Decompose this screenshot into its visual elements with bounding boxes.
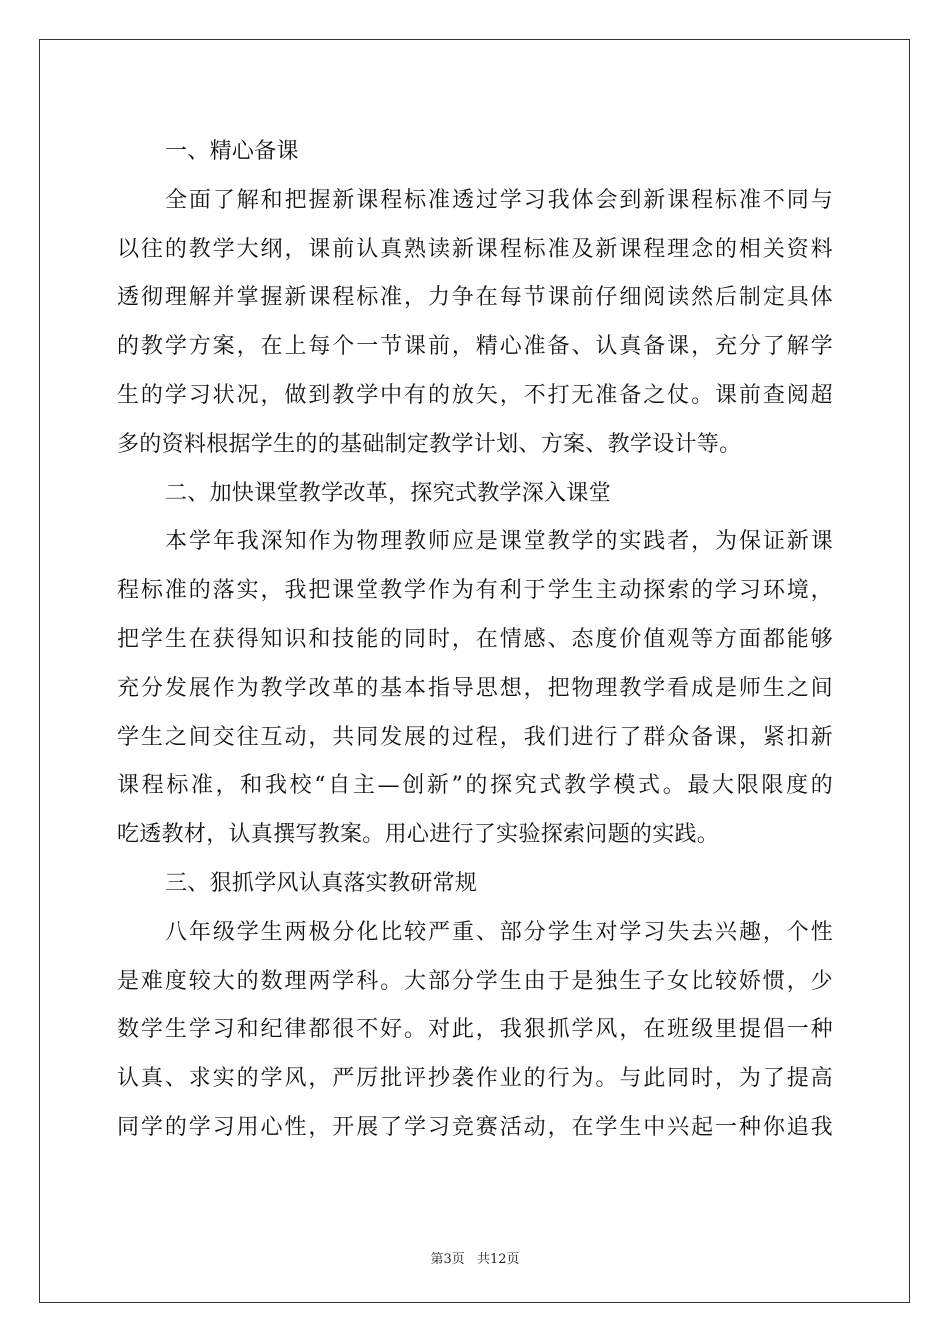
document-body xyxy=(117,128,833,1153)
paragraph-line: 是难度较大的数理两学科。大部分学生由于是独生子女比较娇惯，少 xyxy=(117,968,833,994)
paragraph-line: 的教学方案，在上每个一节课前，精心准备、认真备课，充分了解学 xyxy=(117,334,833,360)
total-page-count: 共12页 xyxy=(476,1252,520,1267)
paragraph-line: 数学生学习和纪律都很不好。对此，我狠抓学风，在班级里提倡一种 xyxy=(117,1017,833,1043)
paragraph-line: 以往的教学大纲，课前认真熟读新课程标准及新课程理念的相关资料 xyxy=(117,236,833,262)
section-heading-2: 二、加快课堂教学改革，探究式教学深入课堂 xyxy=(165,480,612,506)
paragraph-line: 生的学习状况，做到教学中有的放矢，不打无准备之仗。课前查阅超 xyxy=(117,382,833,408)
paragraph-line: 本学年我深知作为物理教师应是课堂教学的实践者，为保证新课 xyxy=(165,529,833,555)
paragraph-line: 认真、求实的学风，严厉批评抄袭作业的行为。与此同时，为了提高 xyxy=(117,1066,833,1092)
section-heading-1: 一、精心备课 xyxy=(165,139,299,164)
paragraph-line: 多的资料根据学生的的基础制定教学计划、方案、教学设计等。 xyxy=(117,431,742,457)
section-heading-3: 三、狠抓学风认真落实教研常规 xyxy=(165,870,478,896)
paragraph-line: 课程标准，和我校“自主—创新”的探究式教学模式。最大限限度的 xyxy=(117,773,833,799)
paragraph-line: 同学的学习用心性，开展了学习竞赛活动，在学生中兴起一种你追我 xyxy=(117,1114,833,1140)
current-page-number: 第3页 xyxy=(430,1252,465,1267)
paragraph-line: 学生之间交往互动，共同发展的过程，我们进行了群众备课，紧扣新 xyxy=(117,724,833,750)
paragraph-line: 八年级学生两极分化比较严重、部分学生对学习失去兴趣，个性 xyxy=(165,919,833,945)
paragraph-line: 透彻理解并掌握新课程标准，力争在每节课前仔细阅读然后制定具体 xyxy=(117,285,833,311)
paragraph-line: 吃透教材，认真撰写教案。用心进行了实验探索问题的实践。 xyxy=(117,822,720,848)
page-footer xyxy=(0,1248,950,1267)
paragraph-line: 全面了解和把握新课程标准透过学习我体会到新课程标准不同与 xyxy=(165,187,833,213)
paragraph-line: 程标准的落实，我把课堂教学作为有利于学生主动探索的学习环境， xyxy=(117,578,833,604)
paragraph-line: 把学生在获得知识和技能的同时，在情感、态度价值观等方面都能够 xyxy=(117,626,833,652)
paragraph-line: 充分发展作为教学改革的基本指导思想，把物理教学看成是师生之间 xyxy=(117,675,833,701)
